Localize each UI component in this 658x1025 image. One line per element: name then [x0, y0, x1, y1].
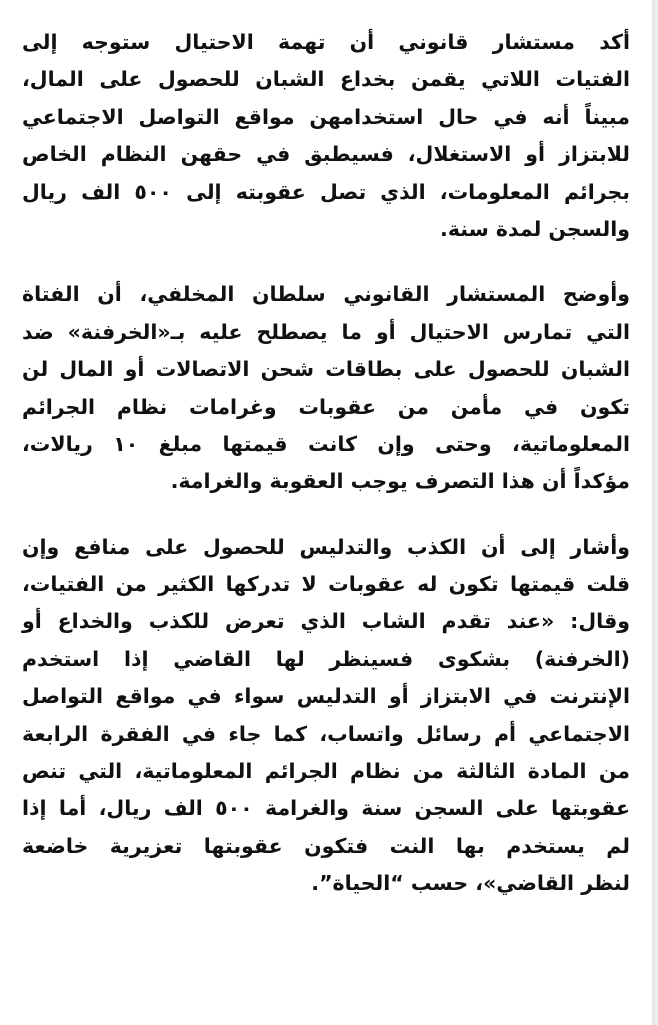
text-line: عقوبتها على السجن سنة والغرامة ٥٠٠ الف ريال، أما إذا: [22, 796, 630, 821]
paragraph-3: [22, 529, 630, 903]
text-line: قلت قيمتها تكون له عقوبات لا تدركها الكثير من الفتيات،: [22, 572, 630, 597]
text-line: الشبان للحصول على بطاقات شحن الاتصالات أو المال لن: [22, 357, 630, 382]
text-line: للابتزاز أو الاستغلال، فسيطبق في حقهن النظام الخاص: [22, 142, 630, 167]
text-line: وقال: «عند تقدم الشاب الذي تعرض للكذب والخداع أو: [22, 609, 630, 634]
text-line: (الخرفنة) بشكوى فسينظر لها القاضي إذا استخدم: [22, 646, 630, 671]
text-line: والسجن لمدة سنة.: [440, 216, 630, 241]
text-line: مؤكداً أن هذا التصرف يوجب العقوبة والغرامة.: [170, 469, 630, 494]
text-line: المعلوماتية، وحتى وإن كانت قيمتها مبلغ ١٠ ريالات،: [22, 431, 630, 456]
text-line: التي تمارس الاحتيال أو ما يصطلح عليه بـ«الخرفنة» ضد: [22, 319, 630, 344]
page-edge: [652, 0, 658, 1025]
text-line: الاجتماعي أم رسائل واتساب، كما جاء في الفقرة الرابعة: [22, 721, 630, 746]
text-line: وأشار إلى أن الكذب والتدليس للحصول على منافع وإن: [22, 534, 630, 559]
text-line: وأوضح المستشار القانوني سلطان المخلفي، أن الفتاة: [22, 282, 630, 307]
text-line: الإنترنت في الابتزاز أو التدليس سواء في مواقع التواصل: [22, 684, 630, 709]
text-line: لنظر القاضي»، حسب “الحياة”.: [311, 871, 630, 896]
text-line: تكون في مأمن من عقوبات وغرامات نظام الجرائم: [22, 394, 630, 419]
paragraph-1: [22, 24, 630, 248]
text-line: من المادة الثالثة من نظام الجرائم المعلوماتية، التي تنص: [22, 759, 630, 784]
text-line: لم يستخدم بها النت فتكون عقوبتها تعزيرية خاضعة: [22, 833, 630, 858]
text-line: بجرائم المعلومات، الذي تصل عقوبته إلى ٥٠٠ الف ريال: [22, 179, 630, 204]
text-line: أكد مستشار قانوني أن تهمة الاحتيال ستوجه إلى: [22, 30, 630, 54]
text-line: مبيناً أنه في حال استخدامهن مواقع التواصل الاجتماعي: [22, 104, 630, 129]
text-line: الفتيات اللاتي يقمن بخداع الشبان للحصول على المال،: [22, 67, 630, 92]
paragraph-2: [22, 276, 630, 500]
